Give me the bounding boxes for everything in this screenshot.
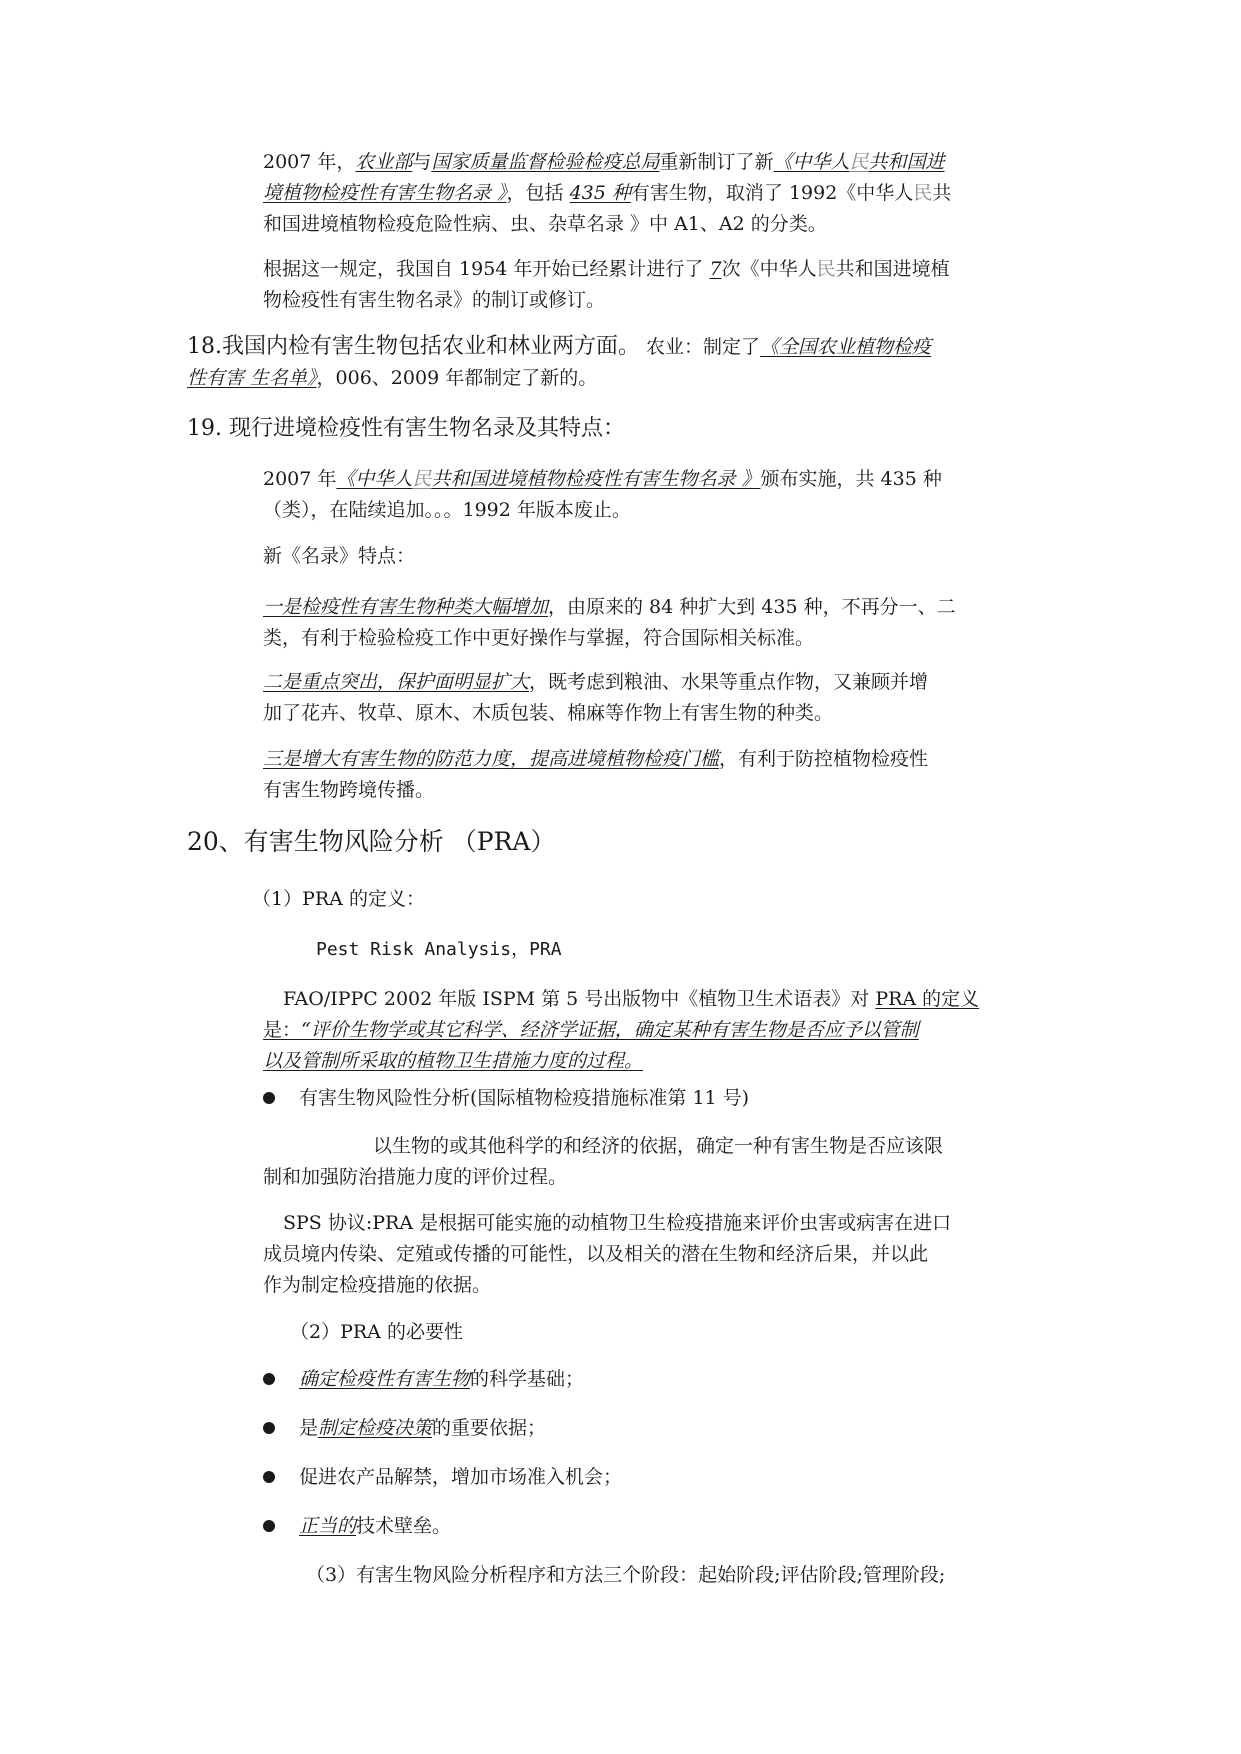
- feature-two: 二是重点突出，保护面明显扩大，既考虑到粮油、水果等重点作物，又兼顾并增 加了花卉、牧草、原木、木质包装、棉麻等作物上有害生物的种类。: [263, 671, 929, 724]
- pra-fao-definition: FAO/IPPC 2002 年版 ISPM 第 5 号出版物中《植物卫生术语表》对 PRA 的定义 是：“评价生物学或其它科学、经济学证据，确定某种有害生物是否应予以管制 以及管制所采取的植物卫生措施力度的过程。: [263, 988, 980, 1072]
- feature-three: 三是增大有害生物的防范力度，提高进境植物检疫门槛，有利于防控植物检疫性 有害生物跨境传播。: [263, 748, 929, 801]
- bullet-dot: [263, 1092, 275, 1104]
- paragraph-features-title: 新《名录》特点：: [263, 545, 416, 567]
- bullet-dot: [263, 1520, 275, 1532]
- pra-definition-heading: （1）PRA 的定义：: [252, 888, 425, 910]
- bullet-dot: [263, 1471, 275, 1483]
- bullet-dot: [263, 1373, 275, 1385]
- necessity-bullet-1: 确定检疫性有害生物的科学基础；: [263, 1364, 1063, 1395]
- necessity-bullet-4: 正当的技术壁垒。: [263, 1511, 1063, 1542]
- bullet-dot: [263, 1422, 275, 1434]
- section-20-title: 20、有害生物风险分析 （PRA）: [187, 827, 556, 856]
- paragraph-2007-list: 2007 年，农业部与国家质量监督检验检疫总局重新制订了新《中华人民共和国进 境植物检疫性有害生物名录 》，包括 435 种有害生物，取消了 1992《中华人民共 和国进境植物检疫危险性病、虫、杂草名录 》中 A1、A2 的分类。: [263, 151, 952, 235]
- necessity-bullet-2: 是制定检疫决策的重要依据；: [263, 1413, 1063, 1444]
- necessity-bullet-3: 促进农产品解禁，增加市场准入机会；: [263, 1462, 1063, 1493]
- section-19-title: 19. 现行进境检疫性有害生物名录及其特点：: [187, 416, 625, 441]
- section-18: 18.我国内检有害生物包括农业和林业两方面。 农业：制定了《全国农业植物检疫 性有害 生名单》，006、2009 年都制定了新的。: [187, 334, 932, 389]
- sps-agreement: SPS 协议:PRA 是根据可能实施的动植物卫生检疫措施来评价虫害或病害在进口 成员境内传染、定殖或传播的可能性，以及相关的潜在生物和经济后果，并以此 作为制定检疫措施的依据。: [263, 1212, 952, 1296]
- pra-full-name: Pest Risk Analysis，PRA: [316, 939, 562, 960]
- pra-stages: （3）有害生物风险分析程序和方法三个阶段：起始阶段;评估阶段;管理阶段;: [306, 1564, 946, 1586]
- pra-necessity-heading: （2）PRA 的必要性: [290, 1321, 463, 1343]
- paragraph-2007-catalog: 2007 年《中华人民共和国进境植物检疫性有害生物名录 》颁布实施，共 435 种 （类），在陆续追加。。。1992 年版本废止。: [263, 468, 942, 521]
- feature-one: 一是检疫性有害生物种类大幅增加，由原来的 84 种扩大到 435 种，不再分一、二 类，有利于检验检疫工作中更好操作与掌握，符合国际相关标准。: [263, 596, 956, 649]
- paragraph-revision-count: 根据这一规定，我国自 1954 年开始已经累计进行了 7次《中华人民共和国进境植 物检疫性有害生物名录》的制订或修订。: [263, 258, 950, 311]
- bullet-ispm11: 有害生物风险性分析(国际植物检疫措施标准第 11 号): [263, 1083, 1063, 1114]
- ispm11-definition: 以生物的或其他科学的和经济的依据，确定一种有害生物是否应该限 制和加强防治措施力度的评价过程。: [263, 1135, 944, 1188]
